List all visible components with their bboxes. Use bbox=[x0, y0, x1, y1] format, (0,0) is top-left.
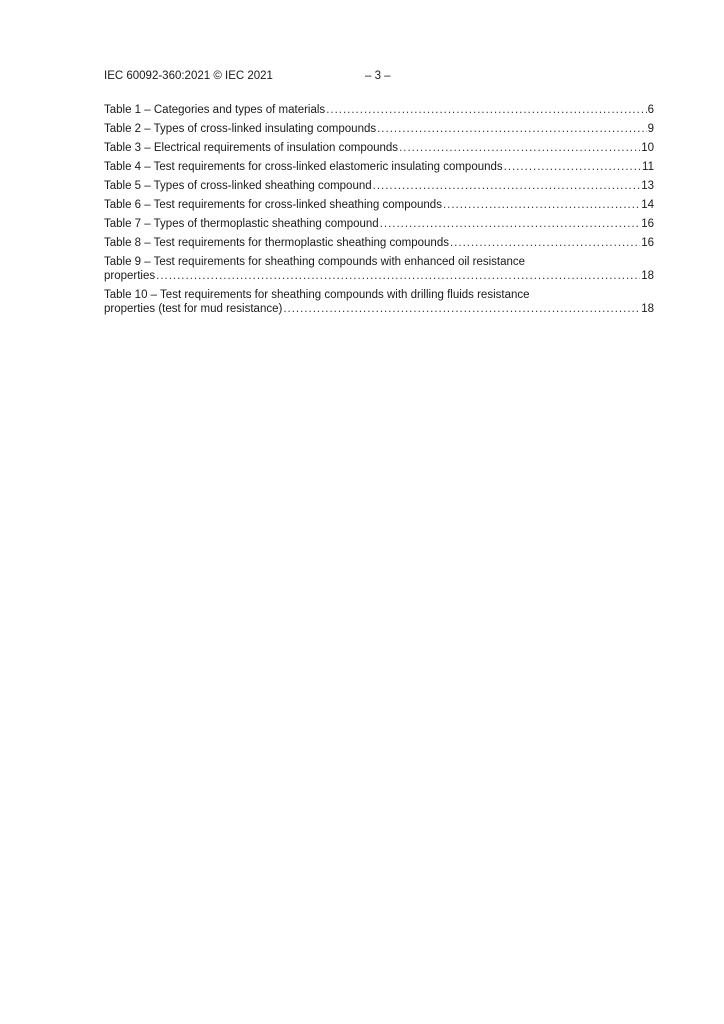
standard-designation: IEC 60092-360:2021 © IEC 2021 bbox=[104, 70, 273, 82]
list-of-tables bbox=[104, 103, 654, 321]
toc-entry-title-line2: properties (test for mud resistance) bbox=[104, 303, 283, 315]
toc-entry-table-4[interactable] bbox=[104, 160, 654, 174]
toc-entry-title-line2: properties bbox=[104, 270, 156, 282]
dot-leader bbox=[326, 103, 646, 117]
toc-entry-table-6[interactable] bbox=[104, 198, 654, 212]
page-number: – 3 – bbox=[365, 70, 391, 82]
toc-entry-table-2[interactable] bbox=[104, 122, 654, 136]
toc-entry-title: Table 7 – Types of thermoplastic sheathing compound bbox=[104, 218, 379, 230]
toc-entry-page: 14 bbox=[641, 199, 654, 211]
toc-entry-title: Table 6 – Test requirements for cross-linked sheathing compounds bbox=[104, 199, 442, 211]
dot-leader bbox=[283, 302, 640, 316]
toc-entry-title: Table 3 – Electrical requirements of insulation compounds bbox=[104, 142, 399, 154]
dot-leader bbox=[380, 217, 641, 231]
toc-entry-table-10[interactable] bbox=[104, 288, 654, 316]
toc-entry-title: Table 8 – Test requirements for thermoplastic sheathing compounds bbox=[104, 237, 449, 249]
dot-leader bbox=[450, 236, 640, 250]
toc-entry-table-3[interactable] bbox=[104, 141, 654, 155]
toc-entry-title: Table 1 – Categories and types of materials bbox=[104, 104, 326, 116]
toc-entry-table-9[interactable] bbox=[104, 255, 654, 283]
toc-entry-title-line1: Table 9 – Test requirements for sheathing compounds with enhanced oil resistance bbox=[104, 256, 526, 268]
toc-entry-table-7[interactable] bbox=[104, 217, 654, 231]
page-header bbox=[104, 68, 624, 84]
toc-entry-page: 10 bbox=[641, 142, 654, 154]
toc-entry-title: Table 2 – Types of cross-linked insulating compounds bbox=[104, 123, 377, 135]
toc-entry-table-8[interactable] bbox=[104, 236, 654, 250]
toc-entry-title-line1: Table 10 – Test requirements for sheathing compounds with drilling fluids resistance bbox=[104, 289, 530, 301]
toc-entry-title: Table 4 – Test requirements for cross-linked elastomeric insulating compounds bbox=[104, 161, 503, 173]
toc-entry-page: 6 bbox=[647, 104, 654, 116]
toc-entry-page: 11 bbox=[642, 161, 654, 173]
dot-leader bbox=[504, 160, 641, 174]
dot-leader bbox=[156, 269, 640, 283]
toc-entry-table-1[interactable] bbox=[104, 103, 654, 117]
toc-entry-page: 16 bbox=[641, 237, 654, 249]
toc-entry-page: 13 bbox=[641, 180, 654, 192]
toc-entry-page: 9 bbox=[647, 123, 654, 135]
toc-entry-page: 16 bbox=[641, 218, 654, 230]
dot-leader bbox=[377, 122, 646, 136]
toc-entry-table-5[interactable] bbox=[104, 179, 654, 193]
toc-entry-page: 18 bbox=[641, 303, 654, 315]
toc-entry-title: Table 5 – Types of cross-linked sheathing compound bbox=[104, 180, 372, 192]
dot-leader bbox=[373, 179, 641, 193]
toc-entry-page: 18 bbox=[641, 270, 654, 282]
dot-leader bbox=[443, 198, 640, 212]
dot-leader bbox=[399, 141, 640, 155]
